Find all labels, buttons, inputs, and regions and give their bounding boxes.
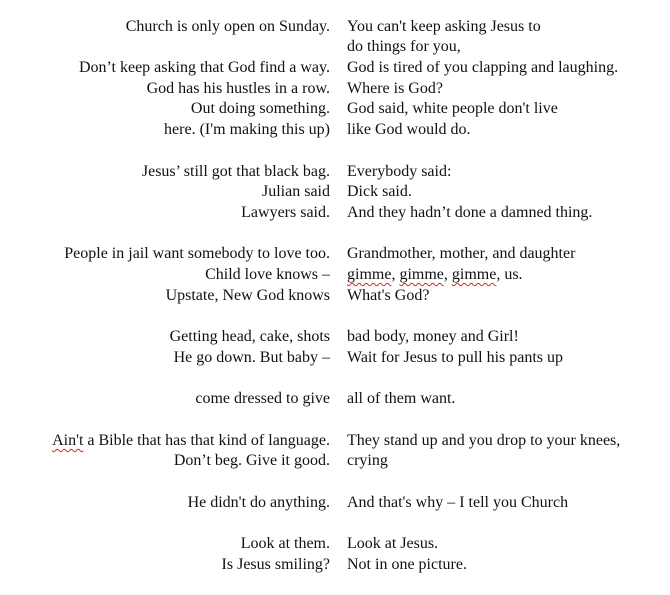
left-line-6: here. (I'm making this up) bbox=[164, 121, 330, 138]
right-line-16: bad body, money and Girl! bbox=[347, 328, 519, 345]
left-line-13: Child love knows – bbox=[205, 266, 330, 283]
right-line-10: And they hadn’t done a damned thing. bbox=[347, 204, 593, 221]
left-line-1: Church is only open on Sunday. bbox=[125, 18, 330, 35]
left-line-10: Lawyers said. bbox=[241, 204, 330, 221]
right-line-4: Where is God? bbox=[347, 80, 443, 97]
right-line-19: all of them want. bbox=[347, 390, 456, 407]
left-line-19: come dressed to give bbox=[195, 390, 330, 407]
right-line-13-tail: , us. bbox=[496, 266, 523, 283]
left-line-21 bbox=[52, 431, 330, 451]
left-line-9: Julian said bbox=[262, 183, 330, 200]
right-line-27: Not in one picture. bbox=[347, 556, 467, 573]
comma-sep-2: , bbox=[443, 266, 452, 283]
comma-sep-1: , bbox=[391, 266, 400, 283]
left-line-26: Look at them. bbox=[240, 535, 330, 552]
left-line-17: He go down. But baby – bbox=[173, 349, 330, 366]
right-line-5: God said, white people don't live bbox=[347, 100, 558, 117]
left-line-4: God has his hustles in a row. bbox=[146, 80, 330, 97]
left-line-16: Getting head, cake, shots bbox=[169, 328, 330, 345]
right-line-6: like God would do. bbox=[347, 121, 471, 138]
left-line-22: Don’t beg. Give it good. bbox=[173, 452, 330, 469]
right-line-12: Grandmother, mother, and daughter bbox=[347, 245, 576, 262]
right-line-14: What's God? bbox=[347, 287, 430, 304]
right-line-1: You can't keep asking Jesus to bbox=[347, 18, 541, 35]
right-line-8: Everybody said: bbox=[347, 163, 452, 180]
right-line-9: Dick said. bbox=[347, 183, 412, 200]
right-line-21: They stand up and you drop to your knees, bbox=[347, 432, 621, 449]
left-line-27: Is Jesus smiling? bbox=[221, 556, 330, 573]
left-line-8: Jesus’ still got that black bag. bbox=[141, 163, 330, 180]
right-line-13 bbox=[347, 265, 523, 285]
left-line-12: People in jail want somebody to love too. bbox=[64, 245, 330, 262]
right-line-24: And that's why – I tell you Church bbox=[347, 494, 569, 511]
spellcheck-word-aint[interactable]: Ain't bbox=[52, 432, 84, 449]
right-line-22: crying bbox=[347, 452, 388, 469]
left-line-24: He didn't do anything. bbox=[187, 494, 330, 511]
right-line-2: do things for you, bbox=[347, 38, 461, 55]
left-line-5: Out doing something. bbox=[190, 100, 330, 117]
spellcheck-word-gimme-3[interactable]: gimme bbox=[451, 266, 497, 283]
spellcheck-word-gimme-1[interactable]: gimme bbox=[347, 266, 392, 283]
left-line-21-rest: a Bible that has that kind of language. bbox=[83, 432, 330, 449]
right-line-3: God is tired of you clapping and laughing. bbox=[347, 59, 619, 76]
left-line-14: Upstate, New God knows bbox=[165, 287, 330, 304]
spellcheck-word-gimme-2[interactable]: gimme bbox=[399, 266, 444, 283]
left-line-3: Don’t keep asking that God find a way. bbox=[78, 59, 330, 76]
right-line-17: Wait for Jesus to pull his pants up bbox=[347, 349, 564, 366]
right-line-26: Look at Jesus. bbox=[347, 535, 439, 552]
